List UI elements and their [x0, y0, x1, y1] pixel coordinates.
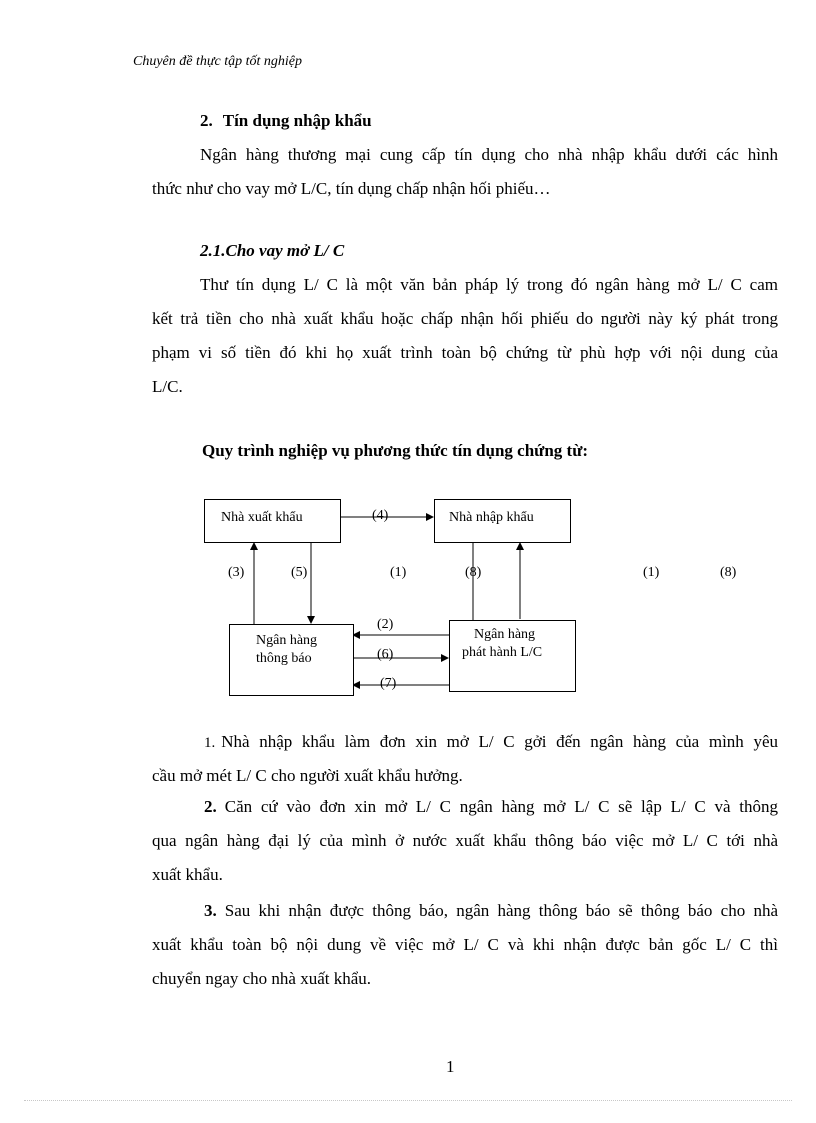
subsection-number: 2.1.: [200, 241, 226, 260]
section-title: Tín dụng nhập khẩu: [222, 111, 372, 130]
exporter-label: Nhà xuất khẩu: [221, 510, 303, 525]
paragraph-line: L/C.: [152, 377, 183, 396]
importer-label: Nhà nhập khẩu: [449, 510, 534, 525]
label-6: (6): [377, 647, 394, 662]
advising-bank-label-2: thông báo: [256, 651, 312, 666]
step-2-text: Căn cứ vào đơn xin mở L/ C ngân hàng mở L/ C sẽ lập L/ C và thông: [224, 797, 778, 816]
page-footer-divider: [24, 1100, 792, 1101]
subsection-title: Cho vay mở L/ C: [225, 241, 345, 260]
issuing-bank-label-2: phát hành L/C: [462, 645, 543, 660]
label-2: (2): [377, 617, 394, 632]
advising-bank-label-1: Ngân hàng: [256, 633, 318, 648]
step-3-number: 3.: [204, 901, 217, 920]
step-2-line-3: xuất khẩu.: [152, 865, 223, 884]
process-title: Quy trình nghiệp vụ phương thức tín dụng chứng từ:: [202, 441, 589, 460]
running-header: Chuyên đề thực tập tốt nghiệp: [133, 54, 302, 69]
step-2-number: 2.: [204, 797, 217, 816]
paragraph-line: phạm vi số tiền đó khi họ xuất trình toàn bộ chứng từ phù hợp với nội dung của: [152, 343, 778, 362]
step-1-text: Nhà nhập khẩu làm đơn xin mở L/ C gởi đến ngân hàng của mình yêu: [221, 732, 778, 751]
step-1-number: 1.: [204, 735, 216, 751]
label-4: (4): [372, 508, 389, 523]
paragraph-line: thức như cho vay mở L/C, tín dụng chấp nhận hối phiếu…: [152, 179, 551, 198]
section-number: 2.: [200, 111, 213, 130]
advising-bank-box: [229, 624, 354, 696]
step-2-line-2: qua ngân hàng đại lý của mình ở nước xuất khẩu thông báo việc mở L/ C tới nhà: [152, 831, 778, 850]
label-8a: (8): [465, 565, 482, 580]
issuing-bank-box: [449, 620, 576, 692]
paragraph-line: Ngân hàng thương mại cung cấp tín dụng cho nhà nhập khẩu dưới các hình: [200, 145, 778, 164]
label-3: (3): [228, 565, 245, 580]
step-3-line-2: xuất khẩu toàn bộ nội dung về việc mở L/ C và khi nhận được bản gốc L/ C thì: [152, 935, 778, 954]
step-3-line: [204, 894, 778, 928]
step-1-line-2: cầu mở mét L/ C cho người xuất khẩu hưởng.: [152, 766, 463, 785]
label-5: (5): [291, 565, 308, 580]
exporter-box: [204, 499, 341, 543]
issuing-bank-label-1: Ngân hàng: [474, 627, 536, 642]
paragraph-line: Thư tín dụng L/ C là một văn bản pháp lý trong đó ngân hàng mở L/ C cam: [200, 275, 778, 294]
label-1a: (1): [390, 565, 407, 580]
step-2-line: [204, 790, 778, 824]
page-number: 1: [446, 1057, 455, 1076]
step-1-line: [204, 725, 778, 760]
label-8b: (8): [720, 565, 737, 580]
step-3-line-3: chuyển ngay cho nhà xuất khẩu.: [152, 969, 372, 988]
label-7: (7): [380, 676, 397, 691]
paragraph-line: kết trả tiền cho nhà xuất khẩu hoặc chấp nhận hối phiếu do người này ký phát trong: [152, 309, 778, 328]
importer-box: [434, 499, 571, 543]
label-1b: (1): [643, 565, 660, 580]
step-3-text: Sau khi nhận được thông báo, ngân hàng thông báo sẽ thông báo cho nhà: [224, 901, 778, 920]
